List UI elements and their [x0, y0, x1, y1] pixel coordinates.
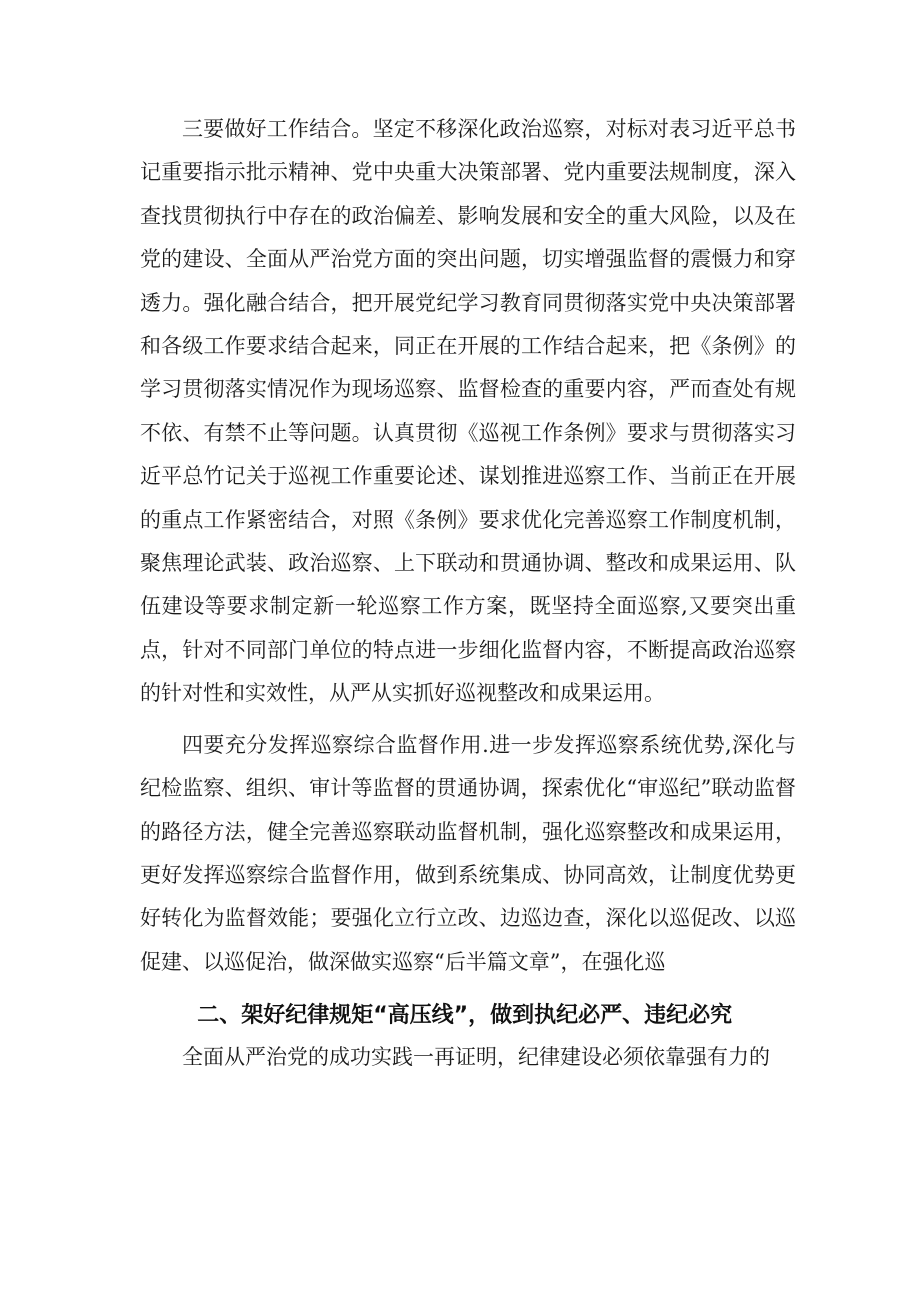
- paragraph-discipline-building: 全面从严治党的成功实践一再证明，纪律建设必须依靠强有力的: [182, 1045, 770, 1070]
- paragraph-work-integration: 三要做好工作结合。坚定不移深化政治巡察，对标对表习近平总书记重要指示批示精神、党中央重大决策部署、党内重要法规制度，深入查找贯彻执行中存在的政治偏差、影响发展和安全的重大风险，以及在党的建设、全面从严治党方面的突出问题，切实增强监督的震慑力和穿透力。强化融合结合，把开展党纪学习教育同贯彻落实党中央决策部署和各级工作要求结合起来，同正在开展的工作结合起来，把《条例》的学习贯彻落实情况作为现场巡察、监督检查的重要内容，严而查处有规不依、有禁不止等问题。认真贯彻《巡视工作条例》要求与贯彻落实习近平总竹记关于巡视工作重要论述、谋划推进巡察工作、当前正在开展的重点工作紧密结合，对照《条例》要求优化完善巡察工作制度机制，聚焦理论武装、政治巡察、上下联动和贯通协调、整改和成果运用、队伍建设等要求制定新一轮巡察工作方案，既坚持全面巡察,又要突出重点，针对不同部门单位的特点进一步细化监督内容，不断提高政治巡察的针对性和实效性，从严从实抓好巡视整改和成果运用。: [140, 117, 796, 706]
- section-heading: 二、架好纪律规矩“高压线”，做到执纪必严、违纪必究: [197, 1003, 733, 1029]
- paragraph-comprehensive-supervision: 四要充分发挥巡察综合监督作用.进一步发挥巡察系统优势,深化与纪检监察、组织、审计等监督的贯通协调，探索优化“审巡纪”联动监督的路径方法，健全完善巡察联动监督机制，强化巡察整改和成果运用，更好发挥巡察综合监督作用，做到系统集成、协同高效，让制度优势更好转化为监督效能；要强化立行立改、边巡边查，深化以巡促改、以巡促建、以巡促治，做深做实巡察“后半篇文章”，在强化巡: [140, 732, 796, 974]
- document-body: [140, 108, 796, 1080]
